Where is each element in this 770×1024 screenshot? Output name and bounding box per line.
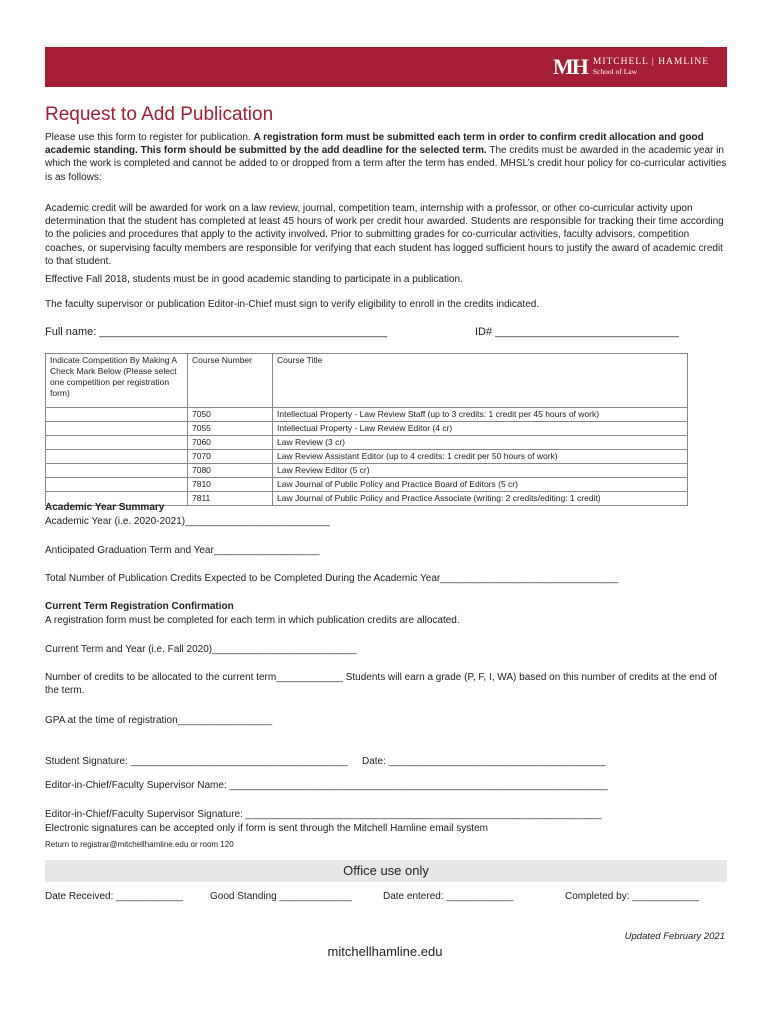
header-competition: Indicate Competition By Making A Check Mark Below (Please select one competition per registration form) bbox=[46, 354, 188, 408]
course-number: 7055 bbox=[188, 422, 273, 436]
table-row bbox=[46, 478, 688, 492]
credits-allocated-field[interactable]: Number of credits to be allocated to the current term____________ Students will earn a grade (P, F, I, WA) based on this number of credits at the end of the term. bbox=[45, 672, 718, 697]
course-number: 7811 bbox=[188, 492, 273, 506]
checkmark-cell[interactable] bbox=[46, 408, 188, 422]
date-field[interactable]: Date: _______________________________________ bbox=[362, 756, 606, 767]
course-title: Intellectual Property - Law Review Staff (up to 3 credits: 1 credit per 45 hours of work) bbox=[273, 408, 688, 422]
electronic-signature-note: Electronic signatures can be accepted only if form is sent through the Mitchell Hamline email system bbox=[45, 823, 488, 834]
checkmark-cell[interactable] bbox=[46, 422, 188, 436]
course-title: Law Review Assistant Editor (up to 4 credits: 1 credit per 50 hours of work) bbox=[273, 450, 688, 464]
intro-part1: Please use this form to register for publication. bbox=[45, 132, 254, 143]
date-entered-field[interactable]: Date entered: ____________ bbox=[383, 891, 514, 902]
id-field[interactable]: ID# ______________________________ bbox=[475, 326, 679, 338]
course-number: 7080 bbox=[188, 464, 273, 478]
table-header-row bbox=[46, 354, 688, 408]
intro-part3: The credits must be awarded in the academic year in which the work is completed and cannot be added to or dropped from a term after the term has ended. MHSL’s credit hour policy for co-curricular activities is as follows: bbox=[45, 145, 727, 183]
updated-note: Updated February 2021 bbox=[624, 931, 725, 942]
logo-mark: MH bbox=[552, 54, 587, 79]
checkmark-cell[interactable] bbox=[46, 464, 188, 478]
course-table bbox=[45, 353, 688, 506]
header-course-number: Course Number bbox=[188, 354, 273, 408]
course-title: Law Review (3 cr) bbox=[273, 436, 688, 450]
return-note: Return to registrar@mitchellhamline.edu or room 120 bbox=[45, 840, 234, 849]
table-row bbox=[46, 450, 688, 464]
course-number: 7050 bbox=[188, 408, 273, 422]
checkmark-cell[interactable] bbox=[46, 478, 188, 492]
school-logo bbox=[553, 56, 709, 78]
good-standing-field[interactable]: Good Standing _____________ bbox=[210, 891, 352, 902]
table-row bbox=[46, 436, 688, 450]
course-title: Law Journal of Public Policy and Practice Associate (writing: 2 credits/editing: 1 credit) bbox=[273, 492, 688, 506]
gpa-field[interactable]: GPA at the time of registration_________________ bbox=[45, 715, 273, 726]
logo-text bbox=[593, 57, 709, 77]
course-title: Law Journal of Public Policy and Practice Board of Editors (5 cr) bbox=[273, 478, 688, 492]
policy-paragraph: Academic credit will be awarded for work on a law review, journal, competition team, internship with a professor, or other co-curricular activity upon determination that the student has completed at least 45 hours of work per credit hour awarded. Students are responsible for tracking their time according to the policies and procedures that apply to the activity involved. Prior to submitting grades for co-curricular activities, faculty advisors, competition coaches, or supervising faculty members are responsible for verifying that each student has logged sufficient hours to justify the award of academic credit to that student. bbox=[45, 203, 724, 267]
total-credits-field[interactable]: Total Number of Publication Credits Expected to be Completed During the Academic Year________________________________ bbox=[45, 573, 619, 584]
effective-note: Effective Fall 2018, students must be in good academic standing to participate in a publication. bbox=[45, 274, 463, 285]
editor-name-field[interactable]: Editor-in-Chief/Faculty Supervisor Name: ____________________________________________________________________ bbox=[45, 780, 608, 791]
checkmark-cell[interactable] bbox=[46, 436, 188, 450]
academic-year-heading: Academic Year Summary bbox=[45, 502, 165, 513]
course-title: Intellectual Property - Law Review Editor (4 cr) bbox=[273, 422, 688, 436]
current-term-heading: Current Term Registration Confirmation bbox=[45, 601, 234, 612]
course-title: Law Review Editor (5 cr) bbox=[273, 464, 688, 478]
current-term-field[interactable]: Current Term and Year (i.e. Fall 2020)__________________________ bbox=[45, 644, 357, 655]
supervisor-note: The faculty supervisor or publication Editor-in-Chief must sign to verify eligibility to enroll in the credits indicated. bbox=[45, 299, 540, 310]
completed-by-field[interactable]: Completed by: ____________ bbox=[565, 891, 699, 902]
current-term-desc: A registration form must be completed for each term in which publication credits are allocated. bbox=[45, 615, 460, 626]
graduation-field[interactable]: Anticipated Graduation Term and Year___________________ bbox=[45, 545, 320, 556]
student-signature-field[interactable]: Student Signature: _______________________________________ bbox=[45, 756, 348, 767]
logo-line2: School of Law bbox=[592, 67, 638, 76]
table-row bbox=[46, 422, 688, 436]
date-received-field[interactable]: Date Received: ____________ bbox=[45, 891, 183, 902]
page-title: Request to Add Publication bbox=[45, 104, 274, 125]
office-use-heading: Office use only bbox=[45, 860, 727, 882]
logo-line1: MITCHELL | HAMLINE bbox=[592, 57, 709, 67]
footer-url[interactable]: mitchellhamline.edu bbox=[327, 944, 443, 959]
header-course-title: Course Title bbox=[273, 354, 688, 408]
table-row bbox=[46, 464, 688, 478]
academic-year-field[interactable]: Academic Year (i.e. 2020-2021)__________________________ bbox=[45, 516, 330, 527]
intro-paragraph bbox=[45, 131, 727, 184]
full-name-field[interactable]: Full name: _______________________________________________ bbox=[45, 326, 387, 338]
course-number: 7060 bbox=[188, 436, 273, 450]
table-row bbox=[46, 408, 688, 422]
intro-part2: A registration form must be submitted each term in order to confirm credit allocation and good academic standing. This form should be submitted by the add deadline for the selected term. bbox=[45, 132, 704, 157]
course-number: 7810 bbox=[188, 478, 273, 492]
course-number: 7070 bbox=[188, 450, 273, 464]
checkmark-cell[interactable] bbox=[46, 450, 188, 464]
editor-signature-field[interactable]: Editor-in-Chief/Faculty Supervisor Signature: ________________________________________________________________ bbox=[45, 809, 602, 820]
header-banner bbox=[45, 47, 727, 87]
